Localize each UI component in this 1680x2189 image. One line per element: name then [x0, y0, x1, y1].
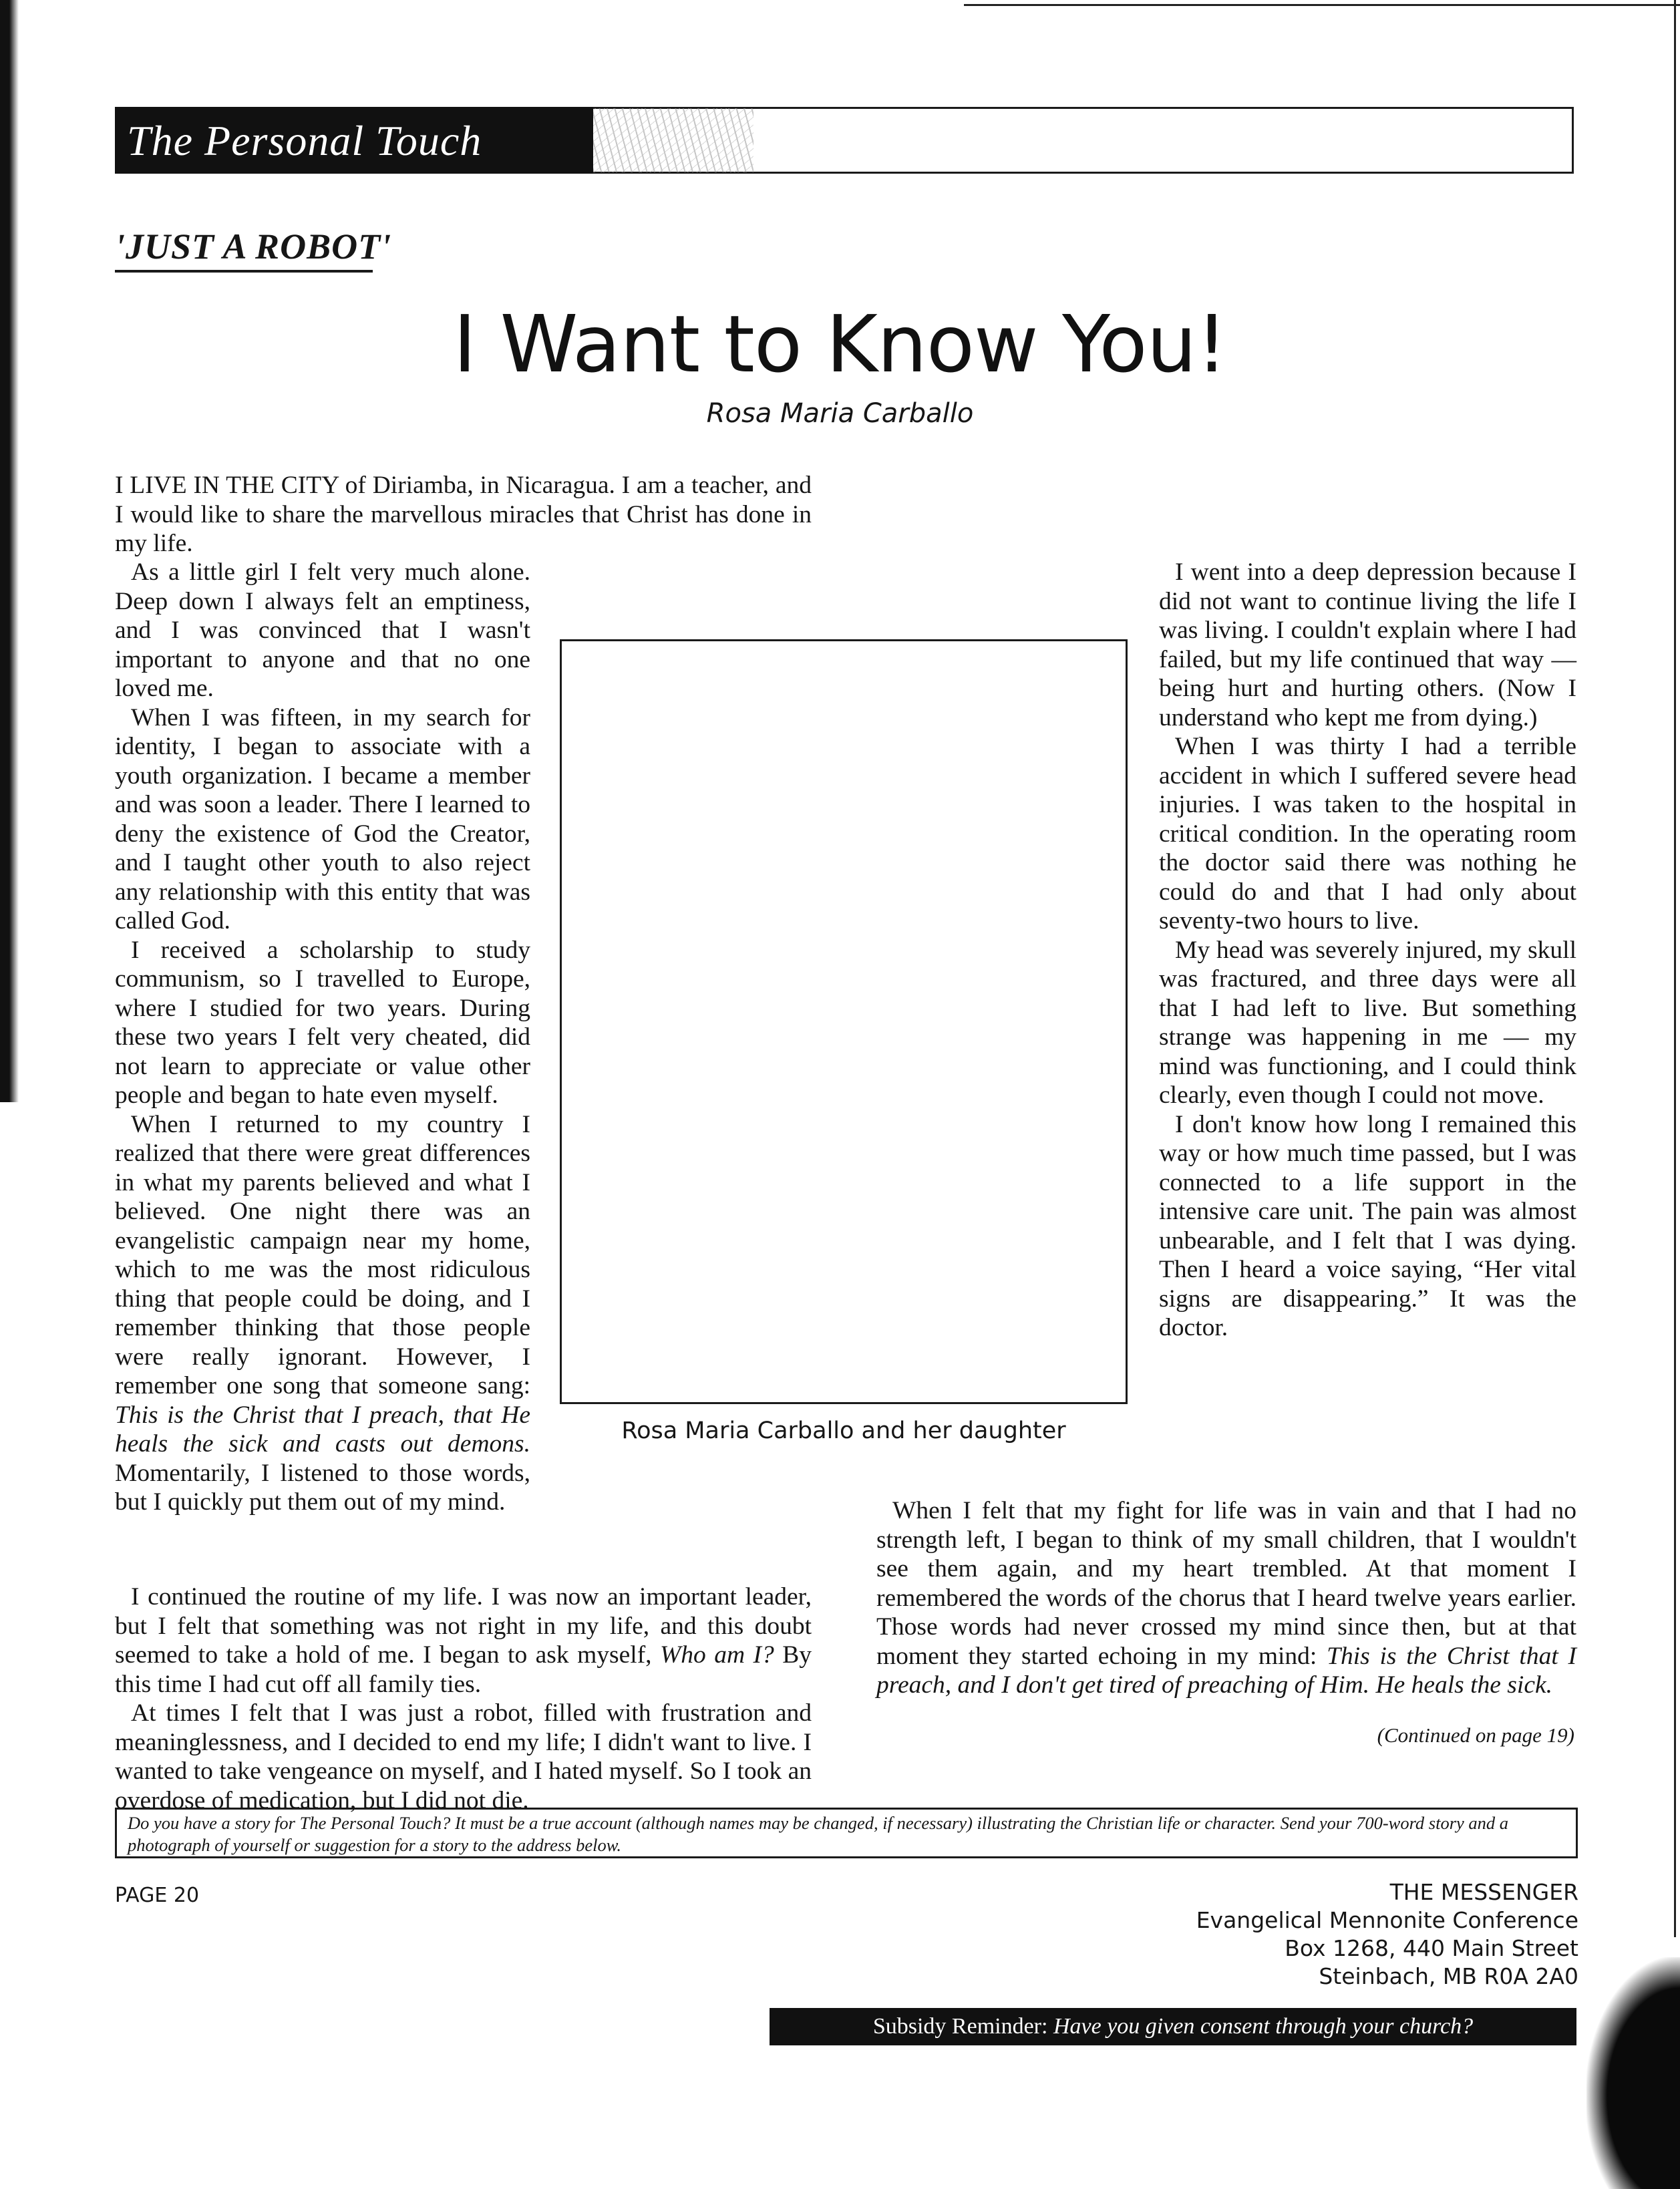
paragraph: When I was fifteen, in my search for identity, I began to associate with a youth organization. I became a member and was soon a leader. There I learned to deny the existence of God the Creator, and I taught other youth to also reject any relationship with this entity that was called God.	[115, 703, 530, 935]
column-left-bottom	[115, 1582, 812, 1815]
column-left-narrow	[115, 558, 530, 1517]
address-line: Steinbach, MB R0A 2A0	[1319, 1963, 1578, 1989]
paragraph: When I felt that my fight for life was in vain and that I had no strength left, I began to think of my small children, that I wouldn't see them again, and my heart trembled. At that moment I remembered the words of the chorus that I heard twelve years earlier. Those words had never crossed my mind since then, but at that moment they started echoing in my mind: This is the Christ that I preach, and I don't get tired of preaching of Him. He heals the sick.	[876, 1497, 1576, 1699]
subsidy-label: Subsidy Reminder:	[872, 2014, 1048, 2039]
paragraph: I don't know how long I remained this way or how much time passed, but I was connected to a life support in the intensive care unit. The pain was almost unbearable, and I felt that I was dying. Then I heard a voice saying, “Her vital signs are disappearing.” It was the doctor.	[1159, 1110, 1576, 1341]
paragraph: I received a scholarship to study communism, so I travelled to Europe, where I studied for two years. During these two years I felt very cheated, did not learn to appreciate or value other people and began to hate even myself.	[115, 936, 530, 1109]
scan-left-shadow	[0, 0, 19, 1102]
scan-border-line	[964, 4, 1680, 6]
column-left-top	[115, 471, 812, 558]
subsidy-question: Have you given consent through your church?	[1053, 2014, 1474, 2039]
paragraph: When I was thirty I had a terrible accident in which I suffered severe head injuries. I was taken to the hospital in critical condition. In the operating room the doctor said there was nothing he could do and that I had only about seventy-two hours to live.	[1159, 733, 1576, 935]
submission-notice: Do you have a story for The Personal Touch? It must be a true account (although names may be changed, if necessary) illustrating the Christian life or character. Send your 700-word story and a photograph of yourself or suggestion for a story to the address below.	[115, 1808, 1578, 1858]
section-title: The Personal Touch	[127, 117, 482, 164]
scan-right-border	[1674, 0, 1676, 1937]
quote: Who am I?	[660, 1641, 774, 1669]
article-byline: Rosa Maria Carballo	[706, 398, 974, 429]
subsidy-reminder-bar	[770, 2008, 1576, 2045]
page-number: PAGE 20	[115, 1884, 200, 1907]
address-line: Box 1268, 440 Main Street	[1285, 1935, 1578, 1961]
paragraph: As a little girl I felt very much alone. Deep down I always felt an emptiness, and I was convinced that I wasn't important to anyone and that no one loved me.	[115, 558, 530, 702]
photo-caption: Rosa Maria Carballo and her daughter	[621, 1417, 1066, 1444]
paragraph: I continued the routine of my life. I was now an important leader, but I felt that something was not right in my life, and this doubt seemed to take a hold of me. I began to ask myself, Who am I? By this time I had cut off all family ties.	[115, 1583, 812, 1698]
address-line: THE MESSENGER	[1389, 1879, 1578, 1905]
kicker-underline	[115, 270, 373, 273]
address-line: Evangelical Mennonite Conference	[1196, 1907, 1578, 1933]
photo-frame	[560, 639, 1128, 1404]
column-right-bottom	[876, 1496, 1576, 1700]
article-kicker: 'JUST A ROBOT'	[115, 226, 392, 267]
mailing-address	[1196, 1878, 1578, 1991]
scan-corner-shadow	[1586, 1957, 1680, 2189]
column-right-narrow	[1159, 558, 1576, 1343]
quote: This is the Christ that I preach, that He heals the sick and casts out demons.	[115, 1401, 530, 1458]
paragraph: At times I felt that I was just a robot, filled with frustration and meaninglessness, and I decided to end my life; I didn't want to live. I wanted to take vengeance on myself, and I hated myself. So I took an overdose of medication, but I did not die.	[115, 1699, 812, 1814]
paragraph: I went into a deep depression because I did not want to continue living the life I was living. I couldn't explain where I had failed, but my life continued that way — being hurt and hurting others. (Now I understand who kept me from dying.)	[1159, 558, 1576, 731]
paragraph: I LIVE IN THE CITY of Diriamba, in Nicaragua. I am a teacher, and I would like to share the marvellous miracles that Christ has done in my life.	[115, 472, 812, 557]
section-header-texture	[593, 108, 753, 172]
continued-note: (Continued on page 19)	[1377, 1723, 1574, 1747]
paragraph: My head was severely injured, my skull was fractured, and three days were all that I had left to live. But something strange was happening in me — my mind was functioning, and I could think clearly, even though I could not move.	[1159, 936, 1576, 1109]
quote: This is the Christ that I preach, and I don't get tired of preaching of Him. He heals the sick.	[876, 1642, 1576, 1699]
article-headline: I Want to Know You!	[453, 298, 1227, 390]
paragraph: When I returned to my country I realized that there were great differences in what my parents believed and what I believed. One night there was an evangelistic campaign near my home, which to me was the most ridiculous thing that people could be doing, and I remember thinking that those people were really ignorant. However, I remember one song that someone sang: This is the Christ that I preach, that He heals the sick and casts out demons. Momentarily, I listened to those words, but I quickly put them out of my mind.	[115, 1110, 530, 1516]
